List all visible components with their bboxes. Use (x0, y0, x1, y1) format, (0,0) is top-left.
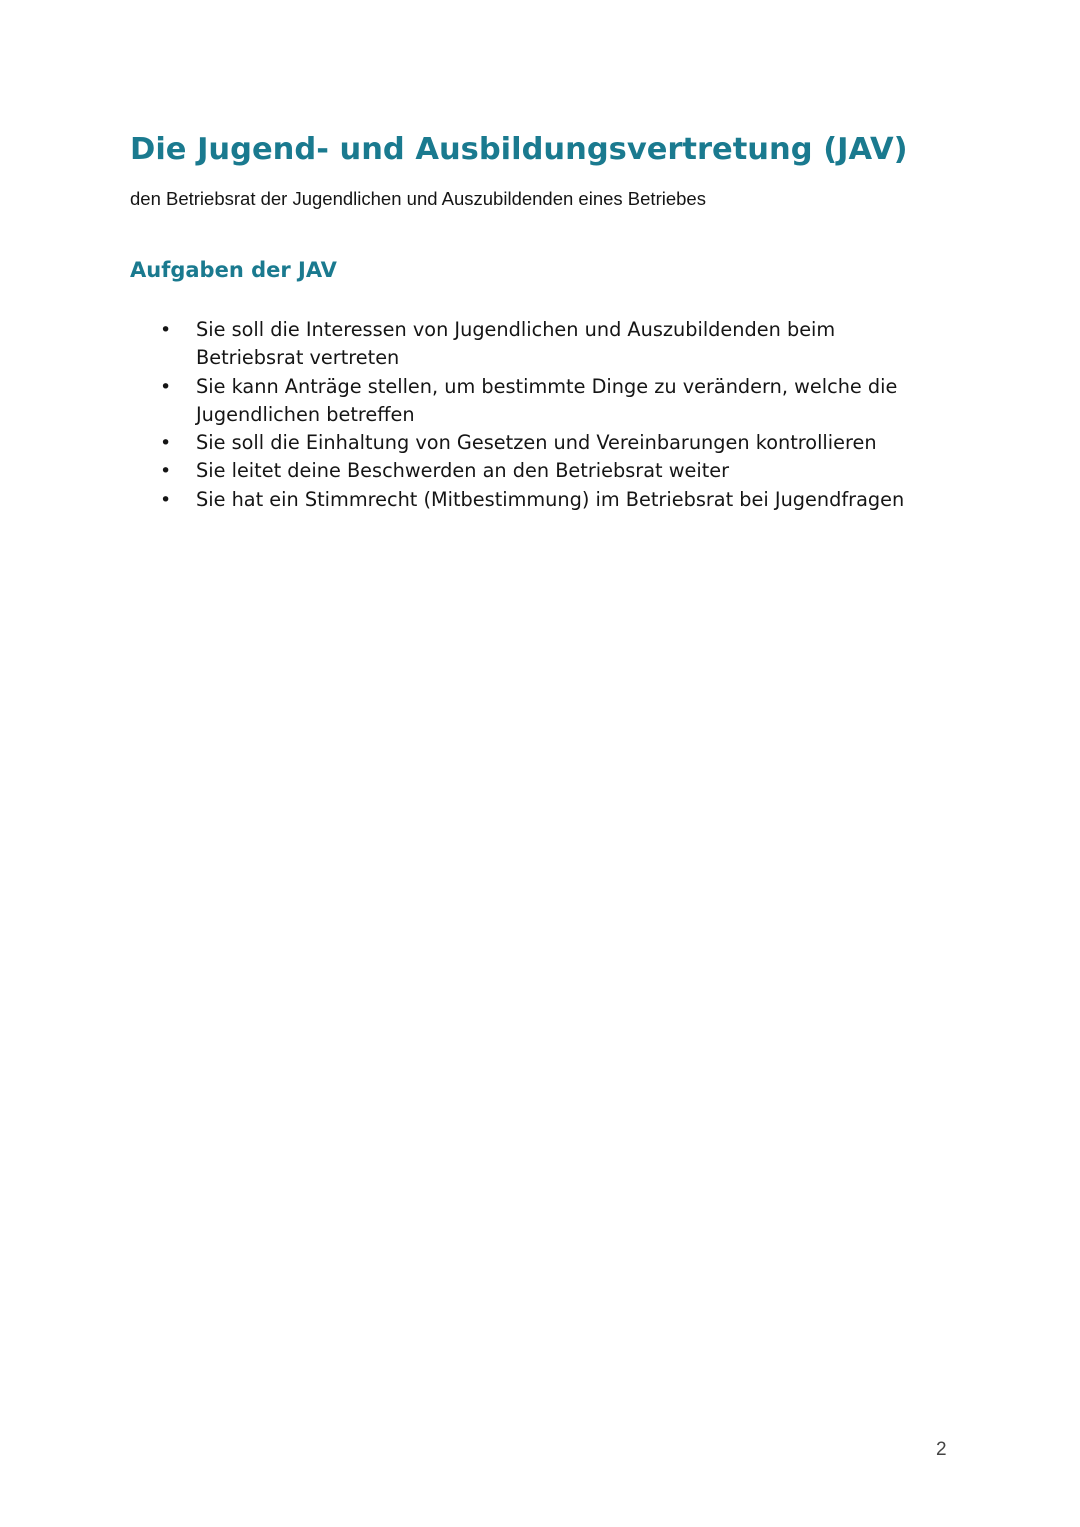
list-item (0, 373, 936, 430)
page-title: Die Jugend- und Ausbildungsvertretung (JAV) (130, 132, 908, 167)
list-item (0, 457, 936, 485)
list-item (0, 486, 936, 514)
bullet-icon: • (160, 375, 172, 398)
task-list (0, 316, 1080, 514)
bullet-icon: • (160, 460, 172, 483)
bullet-icon: • (160, 319, 172, 341)
list-item-text: Sie soll die Einhaltung von Gesetzen und Vereinbarungen kontrollieren (196, 431, 877, 455)
page-number: 2 (936, 1439, 947, 1460)
list-item-text: Sie leitet deine Beschwerden an den Betriebsrat weiter (196, 459, 730, 483)
list-item-text: Sie kann Anträge stellen, um bestimmte Dinge zu verändern, welche die Jugendlichen betreffen (196, 374, 898, 426)
list-item-text: Sie hat ein Stimmrecht (Mitbestimmung) im Betriebsrat bei Jugendfragen (196, 487, 905, 511)
list-item (0, 316, 936, 373)
bullet-icon: • (160, 432, 172, 455)
list-item-text: Sie soll die Interessen von Jugendlichen und Auszubildenden beim Betriebsrat vertreten (196, 318, 836, 370)
page-subtitle: den Betriebsrat der Jugendlichen und Auszubildenden eines Betriebes (130, 188, 706, 209)
section-heading: Aufgaben der JAV (130, 258, 337, 282)
list-item (0, 429, 936, 457)
bullet-icon: • (160, 488, 172, 511)
